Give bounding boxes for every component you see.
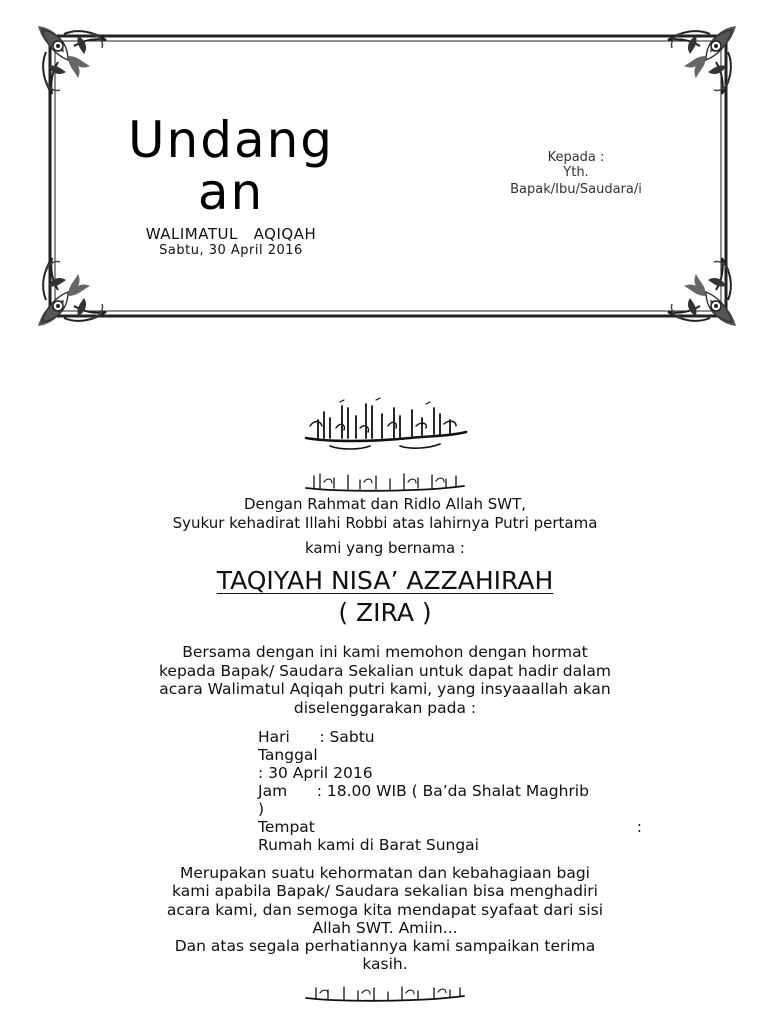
closing-line: kasih. <box>362 955 408 974</box>
request-line: acara Walimatul Aqiqah putri kami, yang insyaaallah akan <box>159 680 611 698</box>
closing-line: acara kami, dan semoga kita mendapat syafaat dari sisi <box>166 900 604 919</box>
intro-block <box>100 495 670 558</box>
address-block <box>476 150 676 197</box>
intro-line: kami yang bernama : <box>304 539 465 557</box>
yth-label: Yth. <box>563 165 589 180</box>
basmalah-text: بِسْمِ اللَّهِ الرَّحْمَنِ الرَّحِيمِ <box>385 428 396 429</box>
intro-line: Dengan Rahmat dan Ridlo Allah SWT, <box>243 495 527 513</box>
closing-salam-calligraphy <box>300 984 470 1006</box>
salam-text: السَّلاَمُ عَلَيْكُمْ وَرَحْمَةُ اللهِ وَبَرَكَاتُهُ <box>385 484 399 485</box>
closing-line: Dan atas segala perhatiannya kami sampaikan terima <box>174 937 596 956</box>
closing-salam-text: وَالسَّلاَمُ عَلَيْكُمْ وَرَحْمَةُ اللهِ وَبَرَكَاتُهُ <box>385 996 399 997</box>
child-full-name: TAQIYAH NISA’ AZZAHIRAH <box>216 566 554 595</box>
child-name-block <box>100 565 670 629</box>
closing-line: kami apabila Bapak/ Saudara sekalian bisa menghadiri <box>172 882 598 901</box>
closing-paragraph <box>120 864 650 974</box>
detail-place-colon: : <box>636 818 642 836</box>
event-subtitle: WALIMATUL AQIQAH <box>145 225 317 243</box>
child-nickname: ( ZIRA ) <box>338 598 432 627</box>
detail-place-label: Tempat <box>258 818 315 836</box>
envelope-card <box>36 26 740 326</box>
event-date-small: Sabtu, 30 April 2016 <box>159 243 303 258</box>
title-line-2: an <box>197 163 265 221</box>
closing-line: Merupakan suatu kehormatan dan kebahagiaan bagi <box>180 864 590 882</box>
request-paragraph <box>120 643 650 717</box>
intro-line: Syukur kehadirat Illahi Robbi atas lahirnya Putri pertama <box>172 514 598 532</box>
detail-place-value: Rumah kami di Barat Sungai <box>258 836 479 854</box>
request-line: diselenggarakan pada : <box>293 698 477 717</box>
closing-salam-image <box>300 984 470 1006</box>
detail-time-cont: ) <box>258 800 265 818</box>
detail-date-value: : 30 April 2016 <box>258 764 373 782</box>
detail-place-row <box>258 818 642 836</box>
detail-time: Jam : 18.00 WIB ( Ba’da Shalat Maghrib <box>258 782 589 800</box>
invitation-title <box>116 111 346 221</box>
request-line: Bersama dengan ini kami memohon dengan hormat <box>182 643 588 661</box>
request-line: kepada Bapak/ Saudara Sekalian untuk dapat hadir dalam <box>158 661 612 680</box>
salam-image <box>300 470 470 496</box>
event-details <box>258 728 642 854</box>
title-line-1: Undang <box>127 111 335 169</box>
basmalah-image <box>300 398 470 454</box>
to-label: Kepada : <box>547 150 605 165</box>
basmalah-calligraphy <box>300 398 470 454</box>
salam-calligraphy <box>300 470 470 496</box>
closing-line: Allah SWT. Amiin... <box>312 918 458 937</box>
recipient-label: Bapak/Ibu/Saudara/i <box>510 182 642 197</box>
detail-date-label: Tanggal <box>258 746 318 764</box>
detail-day: Hari : Sabtu <box>258 728 375 746</box>
